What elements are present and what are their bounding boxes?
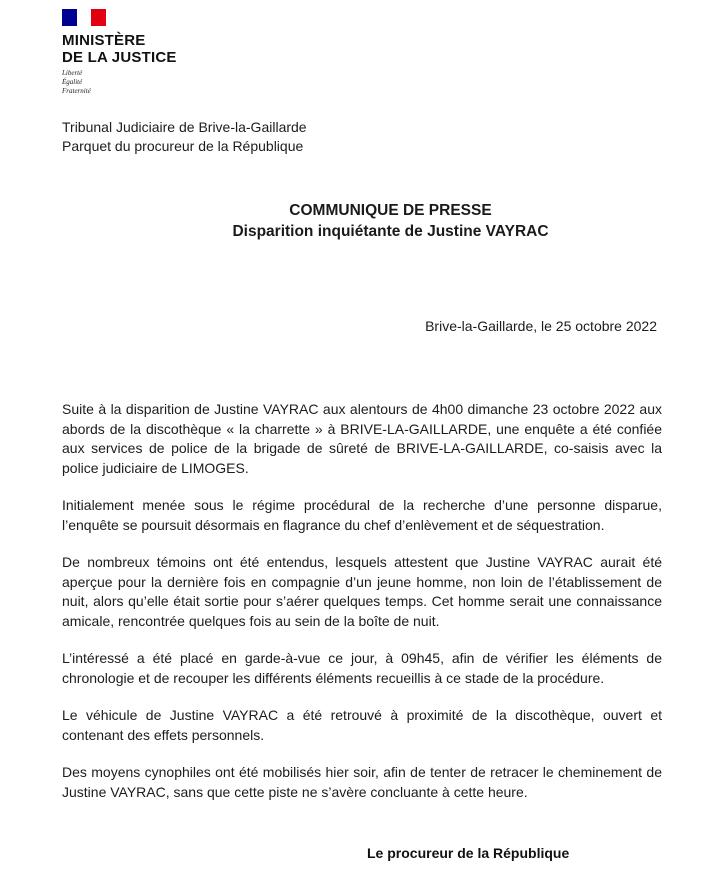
paragraph-1: Suite à la disparition de Justine VAYRAC aux alentours de 4h00 dimanche 23 octobre 2022 aux abords de la discothèque « la charrette » à BRIVE-LA-GAILLARDE, une enquête a été confiée aux services de police de la brigade de sûreté de BRIVE-LA-GAILLARDE, co-saisis avec la police judiciaire de LIMOGES.	[62, 401, 662, 476]
title-line2: Disparition inquiétante de Justine VAYRAC	[232, 223, 549, 240]
document-date: Brive-la-Gaillarde, le 25 octobre 2022	[425, 318, 657, 334]
motto-egalite: Égalité	[62, 78, 83, 86]
paragraph-5: Le véhicule de Justine VAYRAC a été retrouvé à proximité de la discothèque, ouvert et contenant des effets personnels.	[62, 707, 662, 743]
paragraph-3: De nombreux témoins ont été entendus, lesquels attestent que Justine VAYRAC aurait été aperçue pour la dernière fois en compagnie d’un jeune homme, non loin de l’établissement de nuit, alors qu’elle était sortie pour s’aérer quelques temps. Cet homme serait une connaissance amicale, rencontrée quelques fois au sein de la boîte de nuit.	[62, 554, 662, 629]
title-line1: COMMUNIQUE DE PRESSE	[289, 202, 492, 219]
issuer-office: Parquet du procureur de la République	[62, 138, 304, 154]
document-title	[0, 200, 719, 242]
motto-liberte: Liberté	[62, 69, 83, 77]
republic-motto	[62, 69, 177, 96]
french-flag-icon	[62, 9, 106, 26]
paragraph-6: Des moyens cynophiles ont été mobilisés hier soir, afin de tenter de retracer le cheminement de Justine VAYRAC, sans que cette piste ne s’avère concluante à cette heure.	[62, 764, 662, 800]
signature: Le procureur de la République	[367, 845, 570, 861]
document-body	[62, 400, 662, 820]
paragraph-4: L’intéressé a été placé en garde-à-vue ce jour, à 09h45, afin de vérifier les éléments de chronologie et de recouper les différents éléments recueillis à ce stade de la procédure.	[62, 650, 662, 686]
ministry-name	[62, 32, 177, 66]
ministry-logo	[62, 9, 177, 96]
issuer-block	[62, 118, 307, 156]
issuer-court: Tribunal Judiciaire de Brive-la-Gaillarde	[62, 119, 307, 135]
paragraph-2: Initialement menée sous le régime procédural de la recherche d’une personne disparue, l’enquête se poursuit désormais en flagrance du chef d’enlèvement et de séquestration.	[62, 497, 662, 533]
ministry-name-line1: MINISTÈRE	[62, 32, 146, 49]
ministry-name-line2: DE LA JUSTICE	[62, 49, 177, 66]
motto-fraternite: Fraternité	[62, 87, 91, 95]
